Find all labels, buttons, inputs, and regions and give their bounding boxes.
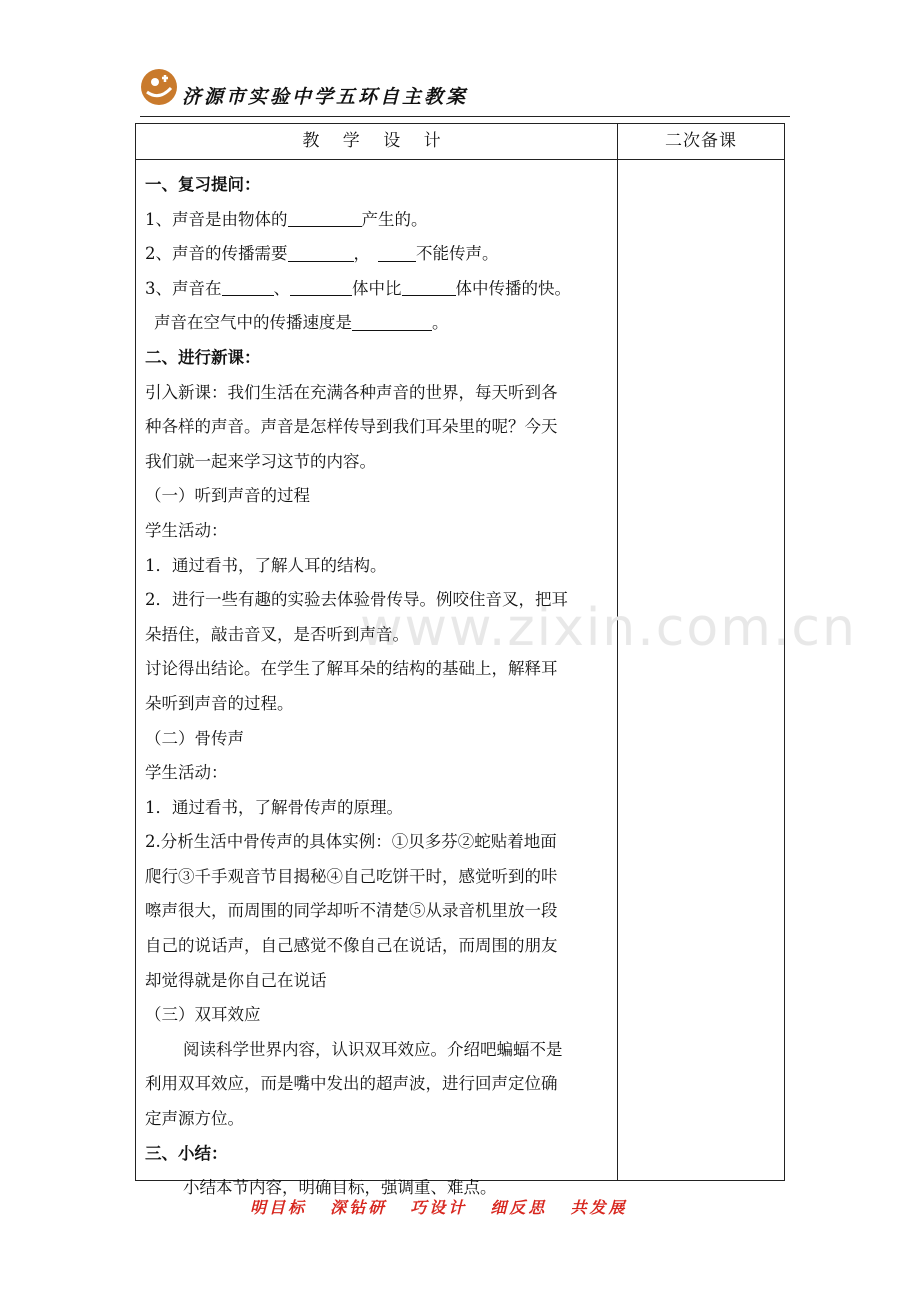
- question-3: 3、声音在 、 体中比 体中传播的快。: [145, 278, 571, 298]
- lesson-content: [145, 168, 611, 1206]
- paragraph-line: 爬行③千手观音节目揭秘④自己吃饼干时，感觉听到的咔: [145, 866, 558, 886]
- paragraph-line: 学生活动：: [145, 763, 228, 783]
- paragraph-line: 利用双耳效应，而是嘴中发出的超声波，进行回声定位确: [145, 1074, 558, 1094]
- paragraph-line: 小结本节内容，明确目标，强调重、难点。: [183, 1178, 497, 1198]
- fill-blank: [378, 244, 416, 262]
- fill-blank: [288, 244, 354, 262]
- header-rule: [140, 116, 790, 117]
- fill-blank: [288, 210, 362, 228]
- paragraph-line: 阅读科学世界内容，认识双耳效应。介绍吧蝙蝠不是: [183, 1039, 563, 1059]
- fill-blank: [290, 279, 352, 297]
- paragraph-line: 学生活动：: [145, 520, 228, 540]
- paragraph-line: 引入新课：我们生活在充满各种声音的世界，每天听到各: [145, 382, 558, 402]
- paragraph-line: 自己的说话声，自己感觉不像自己在说话，而周围的朋友: [145, 936, 558, 956]
- section-heading: 三、小结：: [145, 1143, 228, 1163]
- slogan-4: 细反思: [490, 1198, 548, 1217]
- paragraph-line: 朵听到声音的过程。: [145, 693, 294, 713]
- paragraph-line: 却觉得就是你自己在说话: [145, 970, 327, 990]
- column-header-second-prep: 二次备课: [665, 131, 737, 151]
- section-heading: 一、复习提问：: [145, 175, 261, 194]
- fill-blank: [402, 279, 456, 297]
- paragraph-line: 讨论得出结论。在学生了解耳朵的结构的基础上，解释耳: [145, 659, 558, 679]
- paragraph-line: 种各样的声音。声音是怎样传导到我们耳朵里的呢？今天: [145, 417, 558, 437]
- slogan-5: 共发展: [570, 1198, 628, 1217]
- question-2: 2、声音的传播需要 ， 不能传声。: [145, 244, 499, 264]
- paragraph-line: 嚓声很大，而周围的同学却听不清楚⑤从录音机里放一段: [145, 901, 558, 921]
- paragraph-line: 我们就一起来学习这节的内容。: [145, 451, 376, 471]
- question-1: 1、声音是由物体的 产生的。: [145, 209, 428, 229]
- school-title: 济源市实验中学五环自主教案: [182, 86, 469, 108]
- slogan-3: 巧设计: [410, 1198, 468, 1217]
- slogan-1: 明目标: [250, 1198, 308, 1217]
- page-header: [140, 64, 800, 114]
- fill-blank: [352, 313, 432, 331]
- column-header-design: 教 学 设 计: [302, 131, 450, 151]
- subsection-heading: （二）骨传声: [145, 728, 244, 748]
- fill-blank: [222, 279, 274, 297]
- subsection-heading: （三）双耳效应: [145, 1005, 261, 1025]
- paragraph-line: 1．通过看书，了解骨传声的原理。: [145, 797, 403, 817]
- paragraph-line: 定声源方位。: [145, 1109, 244, 1129]
- paragraph-line: 2.分析生活中骨传声的具体实例：①贝多芬②蛇贴着地面: [145, 832, 557, 852]
- question-4: 声音在空气中的传播速度是 。: [154, 313, 449, 333]
- section-heading: 二、进行新课：: [145, 347, 261, 367]
- slogan-2: 深钻研: [330, 1198, 388, 1217]
- footer-slogans: [250, 1195, 645, 1223]
- watermark: www.zixin.com.cn: [360, 598, 857, 658]
- paragraph-line: 朵捂住，敲击音叉，是否听到声音。: [145, 624, 409, 644]
- subsection-heading: （一）听到声音的过程: [145, 486, 310, 506]
- column-divider: [617, 123, 618, 1181]
- header-row-divider: [135, 159, 785, 160]
- paragraph-line: 1．通过看书，了解人耳的结构。: [145, 555, 387, 575]
- school-logo-icon: [140, 68, 178, 106]
- paragraph-line: 2．进行一些有趣的实验去体验骨传导。例咬住音叉，把耳: [145, 590, 568, 610]
